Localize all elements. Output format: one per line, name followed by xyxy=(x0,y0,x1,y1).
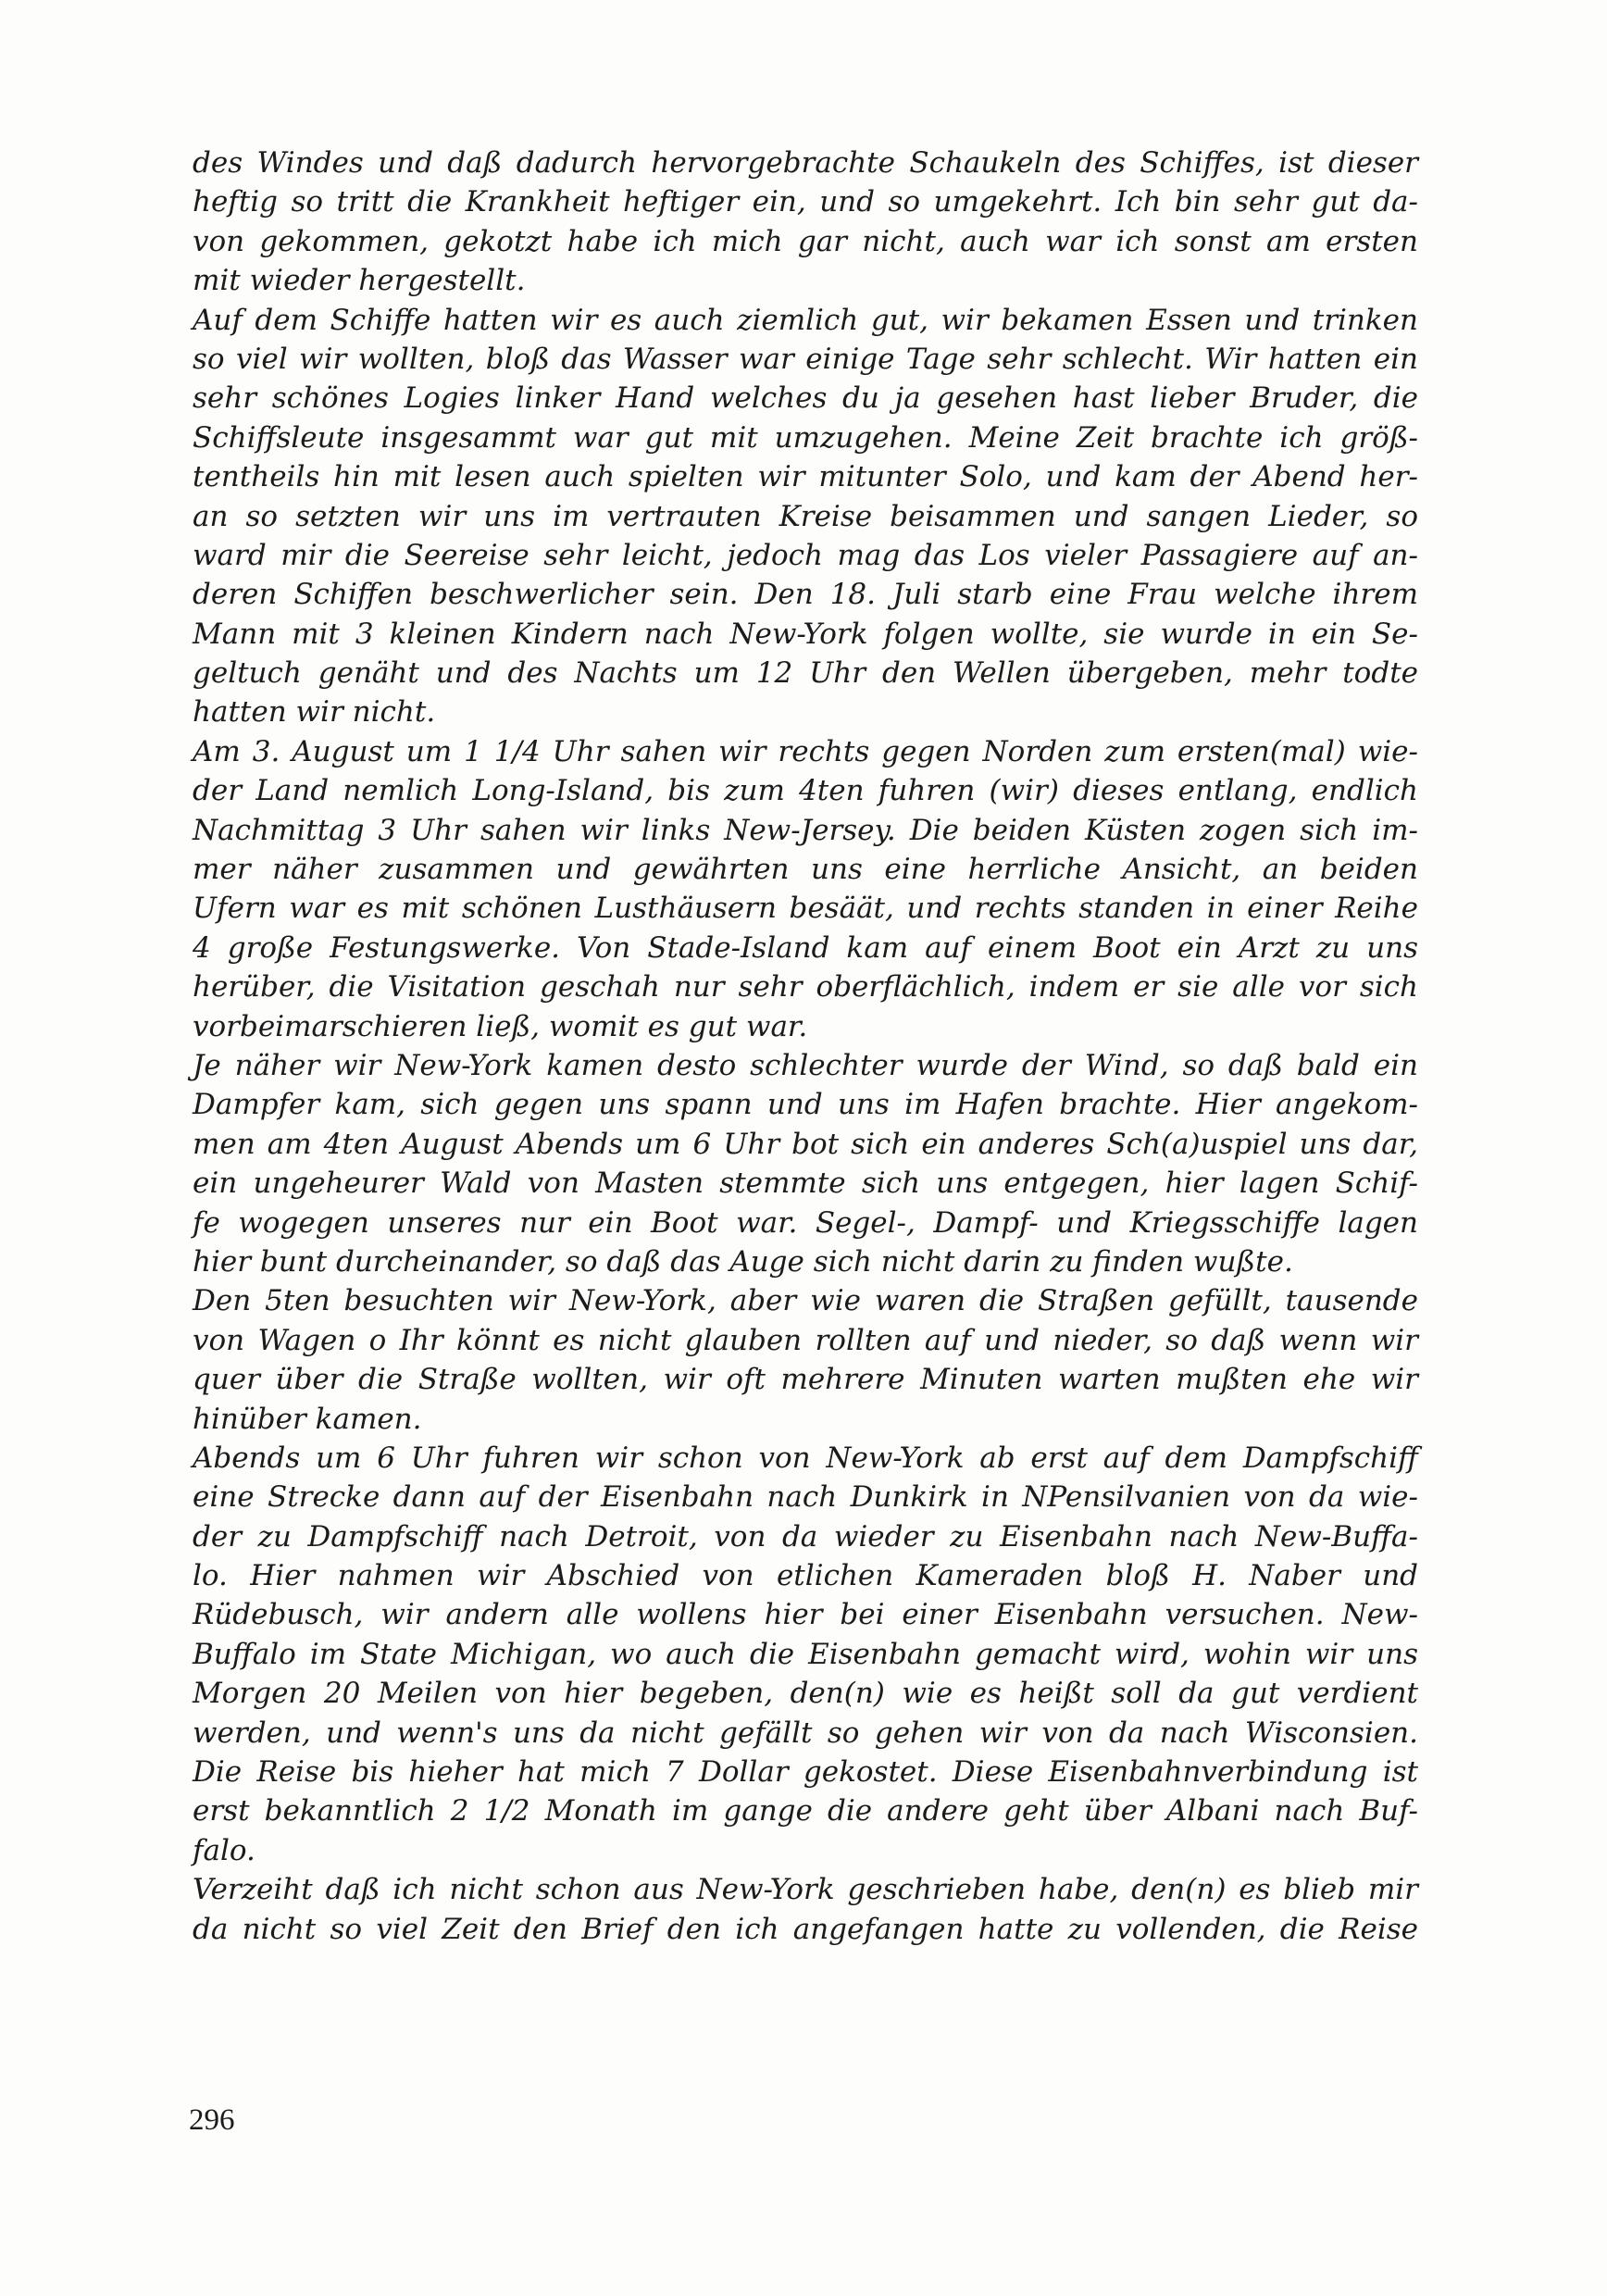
text-line: von gekommen, gekotzt habe ich mich gar nicht, auch war ich sonst am ersten xyxy=(193,224,1418,258)
text-line: herüber, die Visitation geschah nur sehr oberflächlich, indem er sie alle vor sich xyxy=(193,970,1418,1004)
text-line: men am 4ten August Abends um 6 Uhr bot sich ein anderes Sch(a)uspiel uns dar, xyxy=(193,1127,1418,1161)
text-line: sehr schönes Logies linker Hand welches du ja gesehen hast lieber Bruder, die xyxy=(193,381,1418,416)
text-line: mer näher zusammen und gewährten uns eine herrliche Ansicht, an beiden xyxy=(193,853,1418,887)
text-line: von Wagen o Ihr könnt es nicht glauben rollten auf und nieder, so daß wenn wir xyxy=(193,1323,1418,1357)
text-line: so viel wir wollten, bloß das Wasser war einige Tage sehr schlecht. Wir hatten ein xyxy=(193,342,1418,376)
text-line: geltuch genäht und des Nachts um 12 Uhr den Wellen übergeben, mehr todte xyxy=(193,656,1418,691)
text-line: quer über die Straße wollten, wir oft mehrere Minuten warten mußten ehe wir xyxy=(193,1363,1418,1397)
text-line: Rüdebusch, wir andern alle wollens hier bei einer Eisenbahn versuchen. New- xyxy=(193,1598,1418,1632)
text-line: da nicht so viel Zeit den Brief den ich angefangen hatte zu vollenden, die Reise xyxy=(193,1912,1418,1946)
text-line: der Land nemlich Long-Island, bis zum 4ten fuhren (wir) dieses entlang, endlich xyxy=(193,774,1418,808)
text-line: des Windes und daß dadurch hervorgebrachte Schaukeln des Schiffes, ist dieser xyxy=(193,146,1418,180)
text-line: ein ungeheurer Wald von Masten stemmte sich uns entgegen, hier lagen Schif- xyxy=(193,1167,1418,1201)
text-line: ward mir die Seereise sehr leicht, jedoch mag das Los vieler Passagiere auf an- xyxy=(193,538,1418,572)
text-line: Verzeiht daß ich nicht schon aus New-York geschrieben habe, den(n) es blieb mir xyxy=(193,1873,1418,1907)
text-line: der zu Dampfschiff nach Detroit, von da wieder zu Eisenbahn nach New-Buffa- xyxy=(193,1519,1418,1554)
text-line: Am 3. August um 1 1/4 Uhr sahen wir rechts gegen Norden zum ersten(mal) wie- xyxy=(193,734,1418,768)
page-number: 296 xyxy=(189,2103,235,2137)
text-line: Buffalo im State Michigan, wo auch die Eisenbahn gemacht wird, wohin wir uns xyxy=(193,1637,1418,1671)
text-line: Die Reise bis hieher hat mich 7 Dollar gekostet. Diese Eisenbahnverbindung ist xyxy=(193,1755,1418,1790)
text-line: mit wieder hergestellt. xyxy=(193,264,526,298)
text-line: werden, und wenn's uns da nicht gefällt so gehen wir von da nach Wisconsien. xyxy=(193,1716,1418,1750)
text-line: Auf dem Schiffe hatten wir es auch ziemlich gut, wir bekamen Essen und trinken xyxy=(193,303,1418,337)
body-text xyxy=(193,144,1418,1949)
text-line: Ufern war es mit schönen Lusthäusern besäät, und rechts standen in einer Reihe xyxy=(193,892,1418,926)
text-line: lo. Hier nahmen wir Abschied von etlichen Kameraden bloß H. Naber und xyxy=(193,1559,1418,1593)
text-line: deren Schiffen beschwerlicher sein. Den 18. Juli starb eine Frau welche ihrem xyxy=(193,578,1418,612)
text-line: hier bunt durcheinander, so daß das Auge sich nicht darin zu finden wußte. xyxy=(193,1244,1293,1279)
text-line: an so setzten wir uns im vertrauten Kreise beisammen und sangen Lieder, so xyxy=(193,499,1418,533)
text-line: fe wogegen unseres nur ein Boot war. Segel-, Dampf- und Kriegsschiffe lagen xyxy=(193,1205,1418,1240)
text-line: Abends um 6 Uhr fuhren wir schon von New-York ab erst auf dem Dampfschiff xyxy=(193,1441,1418,1475)
text-line: 4 große Festungswerke. Von Stade-Island kam auf einem Boot ein Arzt zu uns xyxy=(193,930,1418,965)
text-line: Morgen 20 Meilen von hier begeben, den(n) wie es heißt soll da gut verdient xyxy=(193,1677,1418,1711)
text-line: heftig so tritt die Krankheit heftiger ein, und so umgekehrt. Ich bin sehr gut da- xyxy=(193,185,1418,219)
text-line: Je näher wir New-York kamen desto schlechter wurde der Wind, so daß bald ein xyxy=(193,1048,1418,1082)
text-line: Dampfer kam, sich gegen uns spann und uns im Hafen brachte. Hier angekom- xyxy=(193,1088,1418,1122)
text-line: Den 5ten besuchten wir New-York, aber wie waren die Straßen gefüllt, tausende xyxy=(193,1284,1418,1318)
text-line: eine Strecke dann auf der Eisenbahn nach Dunkirk in NPensilvanien von da wie- xyxy=(193,1480,1418,1515)
text-line: Schiffsleute insgesammt war gut mit umzugehen. Meine Zeit brachte ich größ- xyxy=(193,420,1418,455)
text-line: tentheils hin mit lesen auch spielten wir mitunter Solo, und kam der Abend her- xyxy=(193,460,1418,494)
text-line: falo. xyxy=(193,1833,255,1867)
text-line: erst bekanntlich 2 1/2 Monath im gange die andere geht über Albani nach Buf- xyxy=(193,1794,1418,1828)
text-line: vorbeimarschieren ließ, womit es gut war. xyxy=(193,1009,808,1043)
text-line: Nachmittag 3 Uhr sahen wir links New-Jersey. Die beiden Küsten zogen sich im- xyxy=(193,813,1418,847)
text-line: hatten wir nicht. xyxy=(193,695,436,730)
text-line: hinüber kamen. xyxy=(193,1402,422,1436)
text-line: Mann mit 3 kleinen Kindern nach New-York folgen wollte, sie wurde in ein Se- xyxy=(193,617,1418,651)
